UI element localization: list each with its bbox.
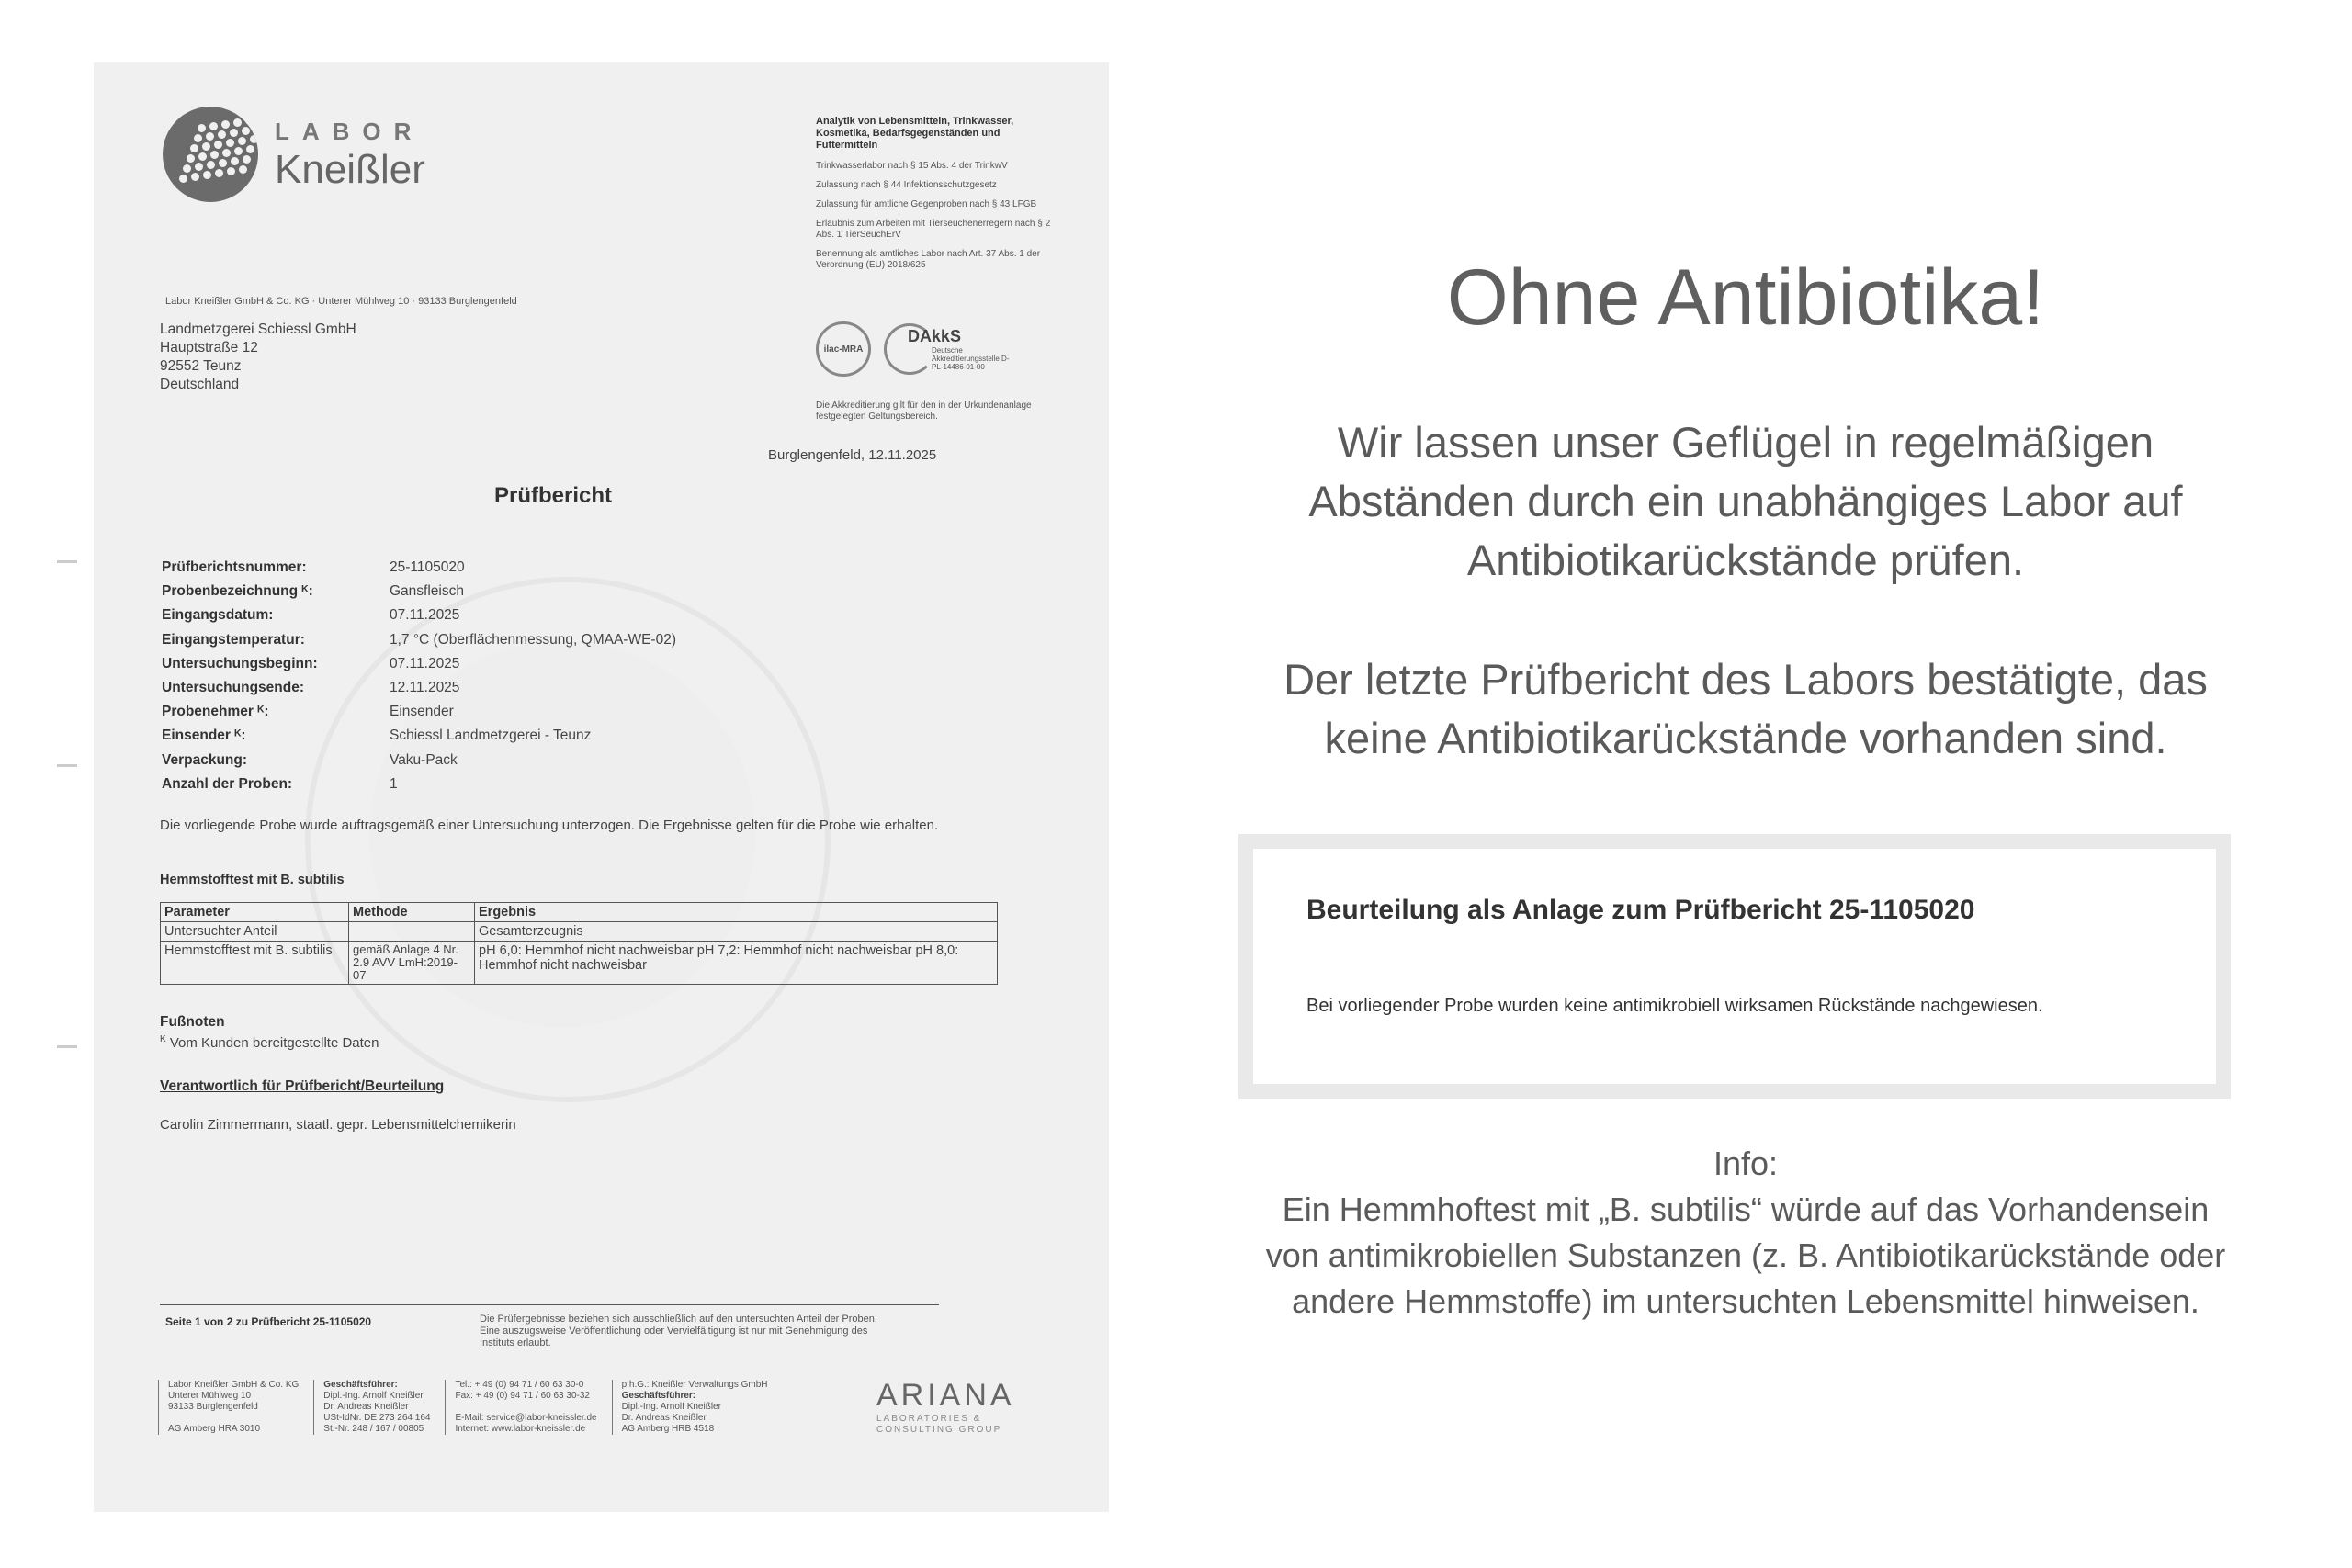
- logo-dot: [194, 134, 202, 142]
- logo-dot: [243, 155, 251, 164]
- lead-line: Wir lassen unser Geflügel in regelmäßigen: [1337, 418, 2154, 467]
- logo-dot: [209, 122, 218, 130]
- results-table: [160, 902, 998, 985]
- logo-dot: [202, 142, 210, 151]
- meta-key: Eingangstemperatur:: [162, 631, 305, 648]
- recipient-line: Hauptstraße 12: [160, 340, 258, 355]
- logo-dot: [195, 163, 203, 171]
- meta-value: 07.11.2025: [390, 655, 460, 671]
- ariana-sub: CONSULTING GROUP: [876, 1425, 1002, 1435]
- logo-dot: [233, 118, 242, 127]
- footer-line: Fax: + 49 (0) 94 71 / 60 63 30-32: [455, 1391, 590, 1401]
- meta-value: 1: [390, 775, 398, 792]
- meta-key: Eingangsdatum:: [162, 607, 274, 624]
- logo-dot: [230, 129, 238, 137]
- logo-dot: [242, 127, 250, 135]
- fold-mark: [57, 1045, 77, 1048]
- page-info: Seite 1 von 2 zu Prüfbericht 25-1105020: [165, 1315, 372, 1328]
- meta-key: Untersuchungsbeginn:: [162, 655, 318, 671]
- meta-value: 25-1105020: [390, 559, 465, 576]
- logo-dot: [245, 117, 254, 125]
- recipient-address: [160, 321, 356, 394]
- logo-dot: [234, 147, 243, 155]
- fold-mark: [57, 560, 77, 563]
- footer-line: p.h.G.: Kneißler Verwaltungs GmbH: [621, 1380, 768, 1390]
- logo-line2: Kneißler: [275, 146, 425, 192]
- footnote: [160, 1034, 379, 1051]
- logo-dot: [231, 157, 239, 165]
- accreditation-line: Trinkwasserlabor nach § 15 Abs. 4 der TrinkwV: [816, 161, 1008, 171]
- info-line: Ein Hemmhoftest mit „B. subtilis“ würde auf das Vorhandensein: [1282, 1190, 2210, 1228]
- footer-col-company: [158, 1380, 299, 1435]
- logo-dot: [179, 175, 187, 183]
- table-cell: [349, 922, 475, 942]
- footer-line: Tel.: + 49 (0) 94 71 / 60 63 30-0: [455, 1380, 584, 1390]
- meta-value: 1,7 °C (Oberflächenmessung, QMAA-WE-02): [390, 631, 676, 648]
- dakks-sub: Deutsche Akkreditierungsstelle D-PL-14486-01-00: [932, 346, 1010, 371]
- footer-line: AG Amberg HRA 3010: [168, 1424, 261, 1434]
- lead-line: Der letzte Prüfbericht des Labors bestätigte, das: [1283, 655, 2208, 704]
- accreditation-box: [816, 116, 1055, 279]
- ariana-logo: [876, 1378, 1015, 1436]
- footnote-mark: K: [160, 1034, 166, 1044]
- accreditation-heading: Analytik von Lebensmitteln, Trinkwasser, Kosmetika, Bedarfsgegenständen und Futtermitteln: [816, 116, 1014, 151]
- meta-row: [162, 580, 676, 604]
- footer-line: 93133 Burglengenfeld: [168, 1402, 258, 1412]
- table-cell: gemäß Anlage 4 Nr. 2.9 AVV LmH:2019-07: [349, 942, 475, 985]
- logo-dot: [227, 167, 235, 175]
- logo-line1: LABOR: [275, 117, 424, 145]
- meta-value: Einsender: [390, 704, 454, 720]
- meta-key: Verpackung:: [162, 751, 248, 768]
- responsible-person: Carolin Zimmermann, staatl. gepr. Lebensmittelchemikerin: [160, 1117, 516, 1133]
- confirmation-paragraph: [1194, 650, 2297, 768]
- meta-key: Prüfberichtsnummer:: [162, 559, 307, 576]
- meta-value: 07.11.2025: [390, 607, 460, 624]
- footer-col-management: [313, 1380, 430, 1435]
- accreditation-line: Zulassung nach § 44 Infektionsschutzgesetz: [816, 180, 997, 190]
- meta-key: Probenehmer ᴷ:: [162, 704, 269, 720]
- footer-line: Dipl.-Ing. Arnolf Kneißler: [621, 1402, 721, 1412]
- lead-line: Antibiotikarückstände prüfen.: [1466, 536, 2025, 584]
- logo-dot: [198, 152, 207, 161]
- footer-line: Internet: www.labor-kneissler.de: [455, 1424, 586, 1434]
- logo-dot: [221, 120, 230, 129]
- meta-row: [162, 556, 676, 580]
- accreditation-line: Zulassung für amtliche Gegenproben nach § 43 LFGB: [816, 199, 1037, 209]
- footer-line: Dr. Andreas Kneißler: [323, 1402, 409, 1412]
- ariana-name: ARIANA: [876, 1378, 1015, 1413]
- table-cell: Hemmstofftest mit B. subtilis: [161, 942, 349, 985]
- sender-line: Labor Kneißler GmbH & Co. KG · Unterer Mühlweg 10 · 93133 Burglengenfeld: [165, 296, 517, 307]
- meta-row: [162, 652, 676, 676]
- recipient-line: 92552 Teunz: [160, 358, 242, 374]
- meta-key: Probenbezeichnung ᴷ:: [162, 583, 313, 600]
- meta-key: Untersuchungsende:: [162, 680, 305, 696]
- footer-col-holding: [612, 1380, 768, 1435]
- logo-dot: [198, 124, 206, 132]
- accreditation-line: Benennung als amtliches Labor nach Art. 37 Abs. 1 der Verordnung (EU) 2018/625: [816, 249, 1041, 270]
- logo-dot: [191, 173, 199, 181]
- report-title: Prüfbericht: [493, 483, 612, 508]
- logo-dot: [187, 154, 195, 163]
- report-metadata: [162, 556, 676, 796]
- footer-line: E-Mail: service@labor-kneissler.de: [455, 1413, 597, 1423]
- logo-dot: [238, 137, 246, 145]
- verdict-title: Beurteilung als Anlage zum Prüfbericht 25-1105020: [1306, 895, 1975, 925]
- meta-value: 12.11.2025: [390, 680, 460, 696]
- meta-value: Schiessl Landmetzgerei - Teunz: [390, 728, 592, 744]
- recipient-line: Landmetzgerei Schiessl GmbH: [160, 321, 356, 337]
- meta-value: Gansfleisch: [390, 583, 464, 600]
- info-paragraph: [1194, 1141, 2297, 1325]
- logo-dot: [190, 144, 198, 152]
- headline: Ohne Antibiotika!: [1446, 254, 2045, 342]
- meta-key: Einsender ᴷ:: [162, 728, 246, 744]
- meta-row: [162, 628, 676, 652]
- table-header-row: [161, 903, 998, 922]
- logo-dot: [257, 115, 258, 123]
- logo-dot: [254, 125, 258, 133]
- lab-logo: [163, 107, 425, 202]
- dakks-logo: [884, 323, 1014, 375]
- footer-line-bold: Geschäftsführer:: [323, 1380, 398, 1390]
- disclaimer: Die Prüfergebnisse beziehen sich ausschließlich auf den untersuchten Anteil der Proben. Eine auszugsweise Veröffentlichung oder Vervielfältigung ist nur mit Genehmigung des Instituts erlaubt.: [480, 1314, 877, 1348]
- certification-logos: [816, 321, 1014, 377]
- logo-dot: [222, 149, 231, 157]
- meta-row: [162, 676, 676, 700]
- logo-dot: [246, 145, 254, 153]
- footer-line: Labor Kneißler GmbH & Co. KG: [168, 1380, 300, 1390]
- footer-line: St.-Nr. 248 / 167 / 00805: [323, 1424, 424, 1434]
- verdict-box-inner: [1253, 849, 2216, 1084]
- lead-paragraph: [1194, 413, 2297, 590]
- info-line: von antimikrobiellen Substanzen (z. B. Antibiotikarückstände oder: [1265, 1236, 2226, 1274]
- responsible-heading: Verantwortlich für Prüfbericht/Beurteilung: [160, 1078, 445, 1094]
- table-cell: Gesamterzeugnis: [475, 922, 998, 942]
- logo-dot: [203, 171, 211, 179]
- fold-mark: [57, 764, 77, 767]
- column-header: Methode: [349, 903, 475, 922]
- footer-line: AG Amberg HRB 4518: [621, 1424, 715, 1434]
- verdict-text: Bei vorliegender Probe wurden keine antimikrobiell wirksamen Rückstände nachgewiesen.: [1306, 996, 2043, 1016]
- info-line: Info:: [1713, 1145, 1779, 1182]
- meta-value: Vaku-Pack: [390, 751, 458, 768]
- meta-row: [162, 724, 676, 748]
- meta-row: [162, 700, 676, 724]
- meta-row: [162, 773, 676, 796]
- footer-line-bold: Geschäftsführer:: [621, 1391, 696, 1401]
- footnotes-heading: Fußnoten: [160, 1014, 225, 1030]
- logo-dot: [207, 161, 215, 169]
- logo-dot: [206, 132, 214, 141]
- meta-row: [162, 604, 676, 627]
- logo-dot: [215, 169, 223, 177]
- meta-key: Anzahl der Proben:: [162, 775, 293, 792]
- table-cell: Untersuchter Anteil: [161, 922, 349, 942]
- table-row: [161, 922, 998, 942]
- column-header: Ergebnis: [475, 903, 998, 922]
- logo-dot: [210, 151, 219, 159]
- report-date: Burglengenfeld, 12.11.2025: [768, 447, 937, 463]
- lead-line: keine Antibiotikarückstände vorhanden sind.: [1324, 714, 2167, 762]
- footer-columns: [158, 1380, 783, 1435]
- logo-dot: [239, 165, 247, 174]
- accreditation-line: Erlaubnis zum Arbeiten mit Tierseuchenerregern nach § 2 Abs. 1 TierSeuchErV: [816, 219, 1051, 240]
- ariana-sub: LABORATORIES &: [876, 1414, 982, 1424]
- logo-dot: [219, 159, 227, 167]
- lead-line: Abständen durch ein unabhängiges Labor auf: [1308, 477, 2183, 525]
- dakks-name: DAkkS: [908, 327, 962, 345]
- recipient-line: Deutschland: [160, 377, 240, 392]
- table-cell: pH 6,0: Hemmhof nicht nachweisbar pH 7,2: Hemmhof nicht nachweisbar pH 8,0: Hemmhof nicht nachweisbar: [475, 942, 998, 985]
- logo-dot: [218, 130, 226, 139]
- footer-line: Dr. Andreas Kneißler: [621, 1413, 707, 1423]
- logo-dot: [214, 141, 222, 149]
- report-statement: Die vorliegende Probe wurde auftragsgemäß einer Untersuchung unterzogen. Die Ergebnisse gelten für die Probe wie erhalten.: [160, 818, 939, 833]
- ilac-mra-icon: ilac-MRA: [816, 321, 871, 377]
- footer-line: USt-IdNr. DE 273 264 164: [323, 1413, 431, 1423]
- footnote-text: Vom Kunden bereitgestellte Daten: [169, 1035, 379, 1051]
- footer-line: Dipl.-Ing. Arnolf Kneißler: [323, 1391, 424, 1401]
- logo-dot: [226, 139, 234, 147]
- logo-dot: [250, 135, 258, 143]
- logo-dot: [183, 164, 191, 173]
- lab-report-scan: [94, 62, 1109, 1512]
- footer-col-contact: [445, 1380, 596, 1435]
- meta-row: [162, 749, 676, 773]
- test-section-heading: Hemmstofftest mit B. subtilis: [160, 873, 345, 887]
- footer-divider: [160, 1304, 939, 1305]
- column-header: Parameter: [161, 903, 349, 922]
- footer-line: Unterer Mühlweg 10: [168, 1391, 252, 1401]
- lab-logo-icon: [163, 107, 258, 202]
- accreditation-note: Die Akkreditierung gilt für den in der Urkundenanlage festgelegten Geltungsbereich.: [816, 400, 1032, 422]
- info-line: andere Hemmstoffe) im untersuchten Lebensmittel hinweisen.: [1292, 1282, 2199, 1320]
- table-row: [161, 942, 998, 985]
- verdict-box: [1238, 834, 2231, 1099]
